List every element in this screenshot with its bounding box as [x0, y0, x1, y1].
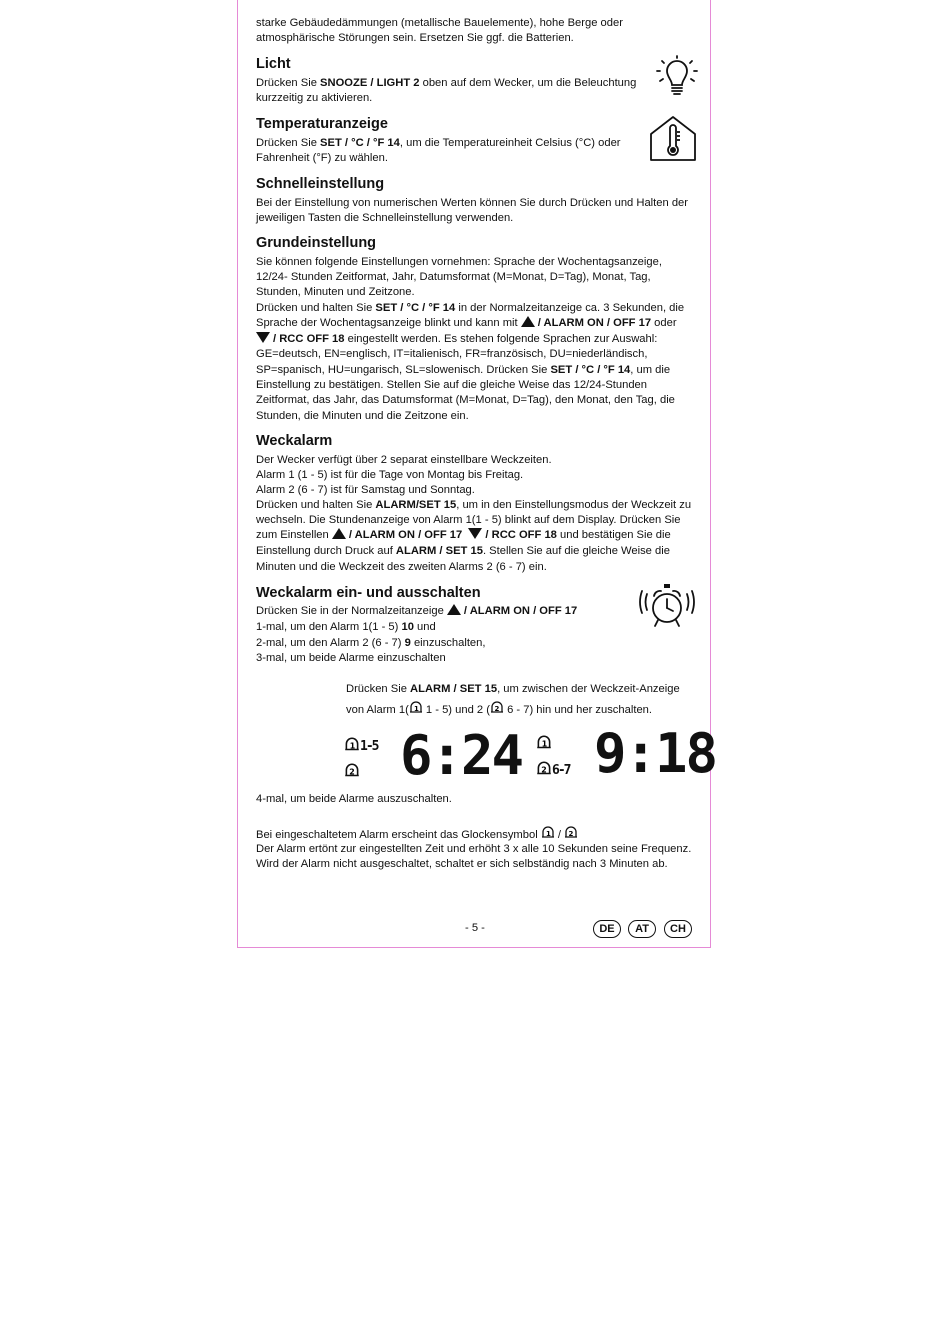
onoff-line-1: Drücken Sie in der Normalzeitanzeige / ALARM ON / OFF 17: [256, 605, 578, 617]
onoff-line-2: 1-mal, um den Alarm 1(1 - 5) 10 und: [256, 621, 436, 633]
bell-1-icon: [409, 700, 423, 716]
svg-text:1: 1: [545, 830, 551, 838]
page-number: - 5 -: [465, 922, 485, 934]
onoff-line-7: Der Alarm ertönt zur eingestellten Zeit und erhöht 3 x alle 10 Sekunden seine Frequenz.: [256, 843, 692, 855]
bell-2-icon: [564, 825, 578, 841]
arrow-down-icon: [256, 332, 270, 343]
grund-line-1: Sie können folgende Einstellungen vornehmen: Sprache der Wochentagsanzeige,: [256, 256, 662, 268]
light-bulb-icon: [656, 55, 700, 101]
heading-licht: Licht: [256, 56, 291, 72]
temperatur-line-1: Drücken Sie SET / °C / °F 14, um die Temperatureinheit Celsius (°C) oder: [256, 137, 621, 149]
hint-line-2: von Alarm 1( 1 1 - 5) und 2 ( 2 6 - 7) hin und her zuschalten.: [346, 700, 652, 718]
weckalarm-line-2: Alarm 1 (1 - 5) ist für die Tage von Montag bis Freitag.: [256, 469, 524, 481]
arrow-up-icon: [521, 316, 535, 327]
hint-line-1: Drücken Sie ALARM / SET 15, um zwischen der Weckzeit-Anzeige: [346, 683, 680, 695]
grund-line-3: Stunden, Minuten und Zeitzone.: [256, 286, 415, 298]
bell-2-icon: [490, 700, 504, 716]
country-badge-at: AT: [628, 920, 656, 938]
weckalarm-line-3: Alarm 2 (6 - 7) ist für Samstag und Sonntag.: [256, 484, 475, 496]
grund-line-9: Einstellung zu bestätigen. Stellen Sie auf die gleiche Weise das 12/24-Stunden: [256, 379, 647, 391]
licht-line-1: Drücken Sie SNOOZE / LIGHT 2 oben auf dem Wecker, um die Beleuchtung: [256, 77, 637, 89]
weckalarm-line-5: wechseln. Die Stundenanzeige von Alarm 1(1 - 5) blinkt auf dem Display. Drücken Sie: [256, 514, 681, 526]
temperatur-line-2: Fahrenheit (°F) zu wählen.: [256, 152, 388, 164]
grund-line-7: GE=deutsch, EN=englisch, IT=italienisch, FR=französisch, DU=niederländisch,: [256, 348, 648, 360]
bell-1-icon: [541, 825, 555, 841]
arrow-up-icon: [447, 604, 461, 615]
key-snooze-light: SNOOZE / LIGHT 2: [320, 77, 420, 89]
onoff-line-6: Bei eingeschaltetem Alarm erscheint das Glockensymbol 1 / 2: [256, 825, 578, 843]
country-badge-de: DE: [593, 920, 621, 938]
weckalarm-line-7: Einstellung durch Druck auf ALARM / SET 15. Stellen Sie auf die gleiche Weise die: [256, 545, 670, 557]
svg-text:2: 2: [568, 830, 574, 838]
heading-temperaturanzeige: Temperaturanzeige: [256, 116, 388, 132]
onoff-line-4: 3-mal, um beide Alarme einzuschalten: [256, 652, 446, 664]
alarm-time-display: 6:24: [400, 724, 523, 787]
svg-text:1: 1: [413, 705, 419, 713]
heading-weckalarm-ein-aus: Weckalarm ein- und ausschalten: [256, 585, 481, 601]
lcd-display-alarm-2: [536, 722, 717, 786]
svg-text:2: 2: [494, 705, 500, 713]
onoff-line-8: Wird der Alarm nicht ausgeschaltet, schaltet er sich selbständig nach 3 Minuten ab.: [256, 858, 668, 870]
alarm-days-label: 6-7: [552, 763, 570, 778]
weckalarm-line-6: zum Einstellen / ALARM ON / OFF 17 / RCC OFF 18 und bestätigen Sie die: [256, 529, 671, 541]
lcd-display-alarm-1: [344, 724, 523, 787]
schnell-line-1: Bei der Einstellung von numerischen Werten können Sie durch Drücken und Halten der: [256, 197, 689, 209]
weckalarm-line-8: Minuten und die Weckzeit des zweiten Alarms 2 (6 - 7) ein.: [256, 561, 547, 573]
alarm-days-label: 1-5: [360, 739, 378, 754]
grund-line-8: SP=spanisch, HU=ungarisch, SL=slowenisch. Drücken Sie SET / °C / °F 14, um die: [256, 364, 671, 376]
grund-line-10: Zeitformat, das Jahr, das Datumsformat (M=Monat, D=Tag), den Monat, den Tag, die: [256, 394, 675, 406]
grund-line-2: 12/24- Stunden Zeitformat, Jahr, Datumsformat (M=Monat, D=Tag), Monat, Tag,: [256, 271, 651, 283]
bell-2-icon: [536, 760, 552, 778]
weckalarm-line-4: Drücken und halten Sie ALARM/SET 15, um in den Einstellungsmodus der Weckzeit zu: [256, 499, 692, 511]
arrow-down-icon: [468, 528, 482, 539]
thermometer-house-icon: [648, 114, 698, 162]
grund-line-6: / RCC OFF 18 eingestellt werden. Es stehen folgende Sprachen zur Auswahl:: [256, 332, 657, 347]
key-set-celsius: SET / °C / °F 14: [320, 137, 400, 149]
manual-page: [237, 0, 717, 948]
arrow-up-icon: [332, 528, 346, 539]
onoff-line-5: 4-mal, um beide Alarme auszuschalten.: [256, 793, 452, 805]
svg-text:2: 2: [349, 767, 355, 777]
bell-2-icon: [344, 762, 360, 780]
heading-schnelleinstellung: Schnelleinstellung: [256, 176, 385, 192]
alarm-time-display: 9:18: [594, 722, 717, 785]
schnell-line-2: jeweiligen Tasten die Schnelleinstellung verwenden.: [256, 212, 514, 224]
licht-line-2: kurzzeitig zu aktivieren.: [256, 92, 373, 104]
svg-text:2: 2: [541, 765, 547, 775]
grund-line-5: Sprache der Wochentagsanzeige blinkt und kann mit / ALARM ON / OFF 17 oder: [256, 317, 677, 329]
heading-weckalarm: Weckalarm: [256, 433, 333, 449]
heading-grundeinstellung: Grundeinstellung: [256, 235, 377, 251]
weckalarm-line-1: Der Wecker verfügt über 2 separat einstellbare Weckzeiten.: [256, 454, 552, 466]
country-badge-ch: CH: [664, 920, 692, 938]
onoff-line-3: 2-mal, um den Alarm 2 (6 - 7) 9 einzuschalten,: [256, 637, 486, 649]
intro-line-1: starke Gebäudedämmungen (metallische Bauelemente), hohe Berge oder: [256, 17, 623, 29]
grund-line-4: Drücken und halten Sie SET / °C / °F 14 in der Normalzeitanzeige ca. 3 Sekunden, die: [256, 302, 685, 314]
bell-1-icon: [344, 736, 360, 754]
svg-text:1: 1: [349, 741, 356, 751]
grund-line-11: Stunden, die Minuten und die Zeitzone ein.: [256, 410, 469, 422]
bell-1-icon: [536, 734, 552, 752]
svg-text:1: 1: [541, 739, 548, 749]
intro-line-2: atmosphärische Störungen sein. Ersetzen Sie ggf. die Batterien.: [256, 32, 574, 44]
alarm-clock-ringing-icon: [638, 582, 696, 632]
